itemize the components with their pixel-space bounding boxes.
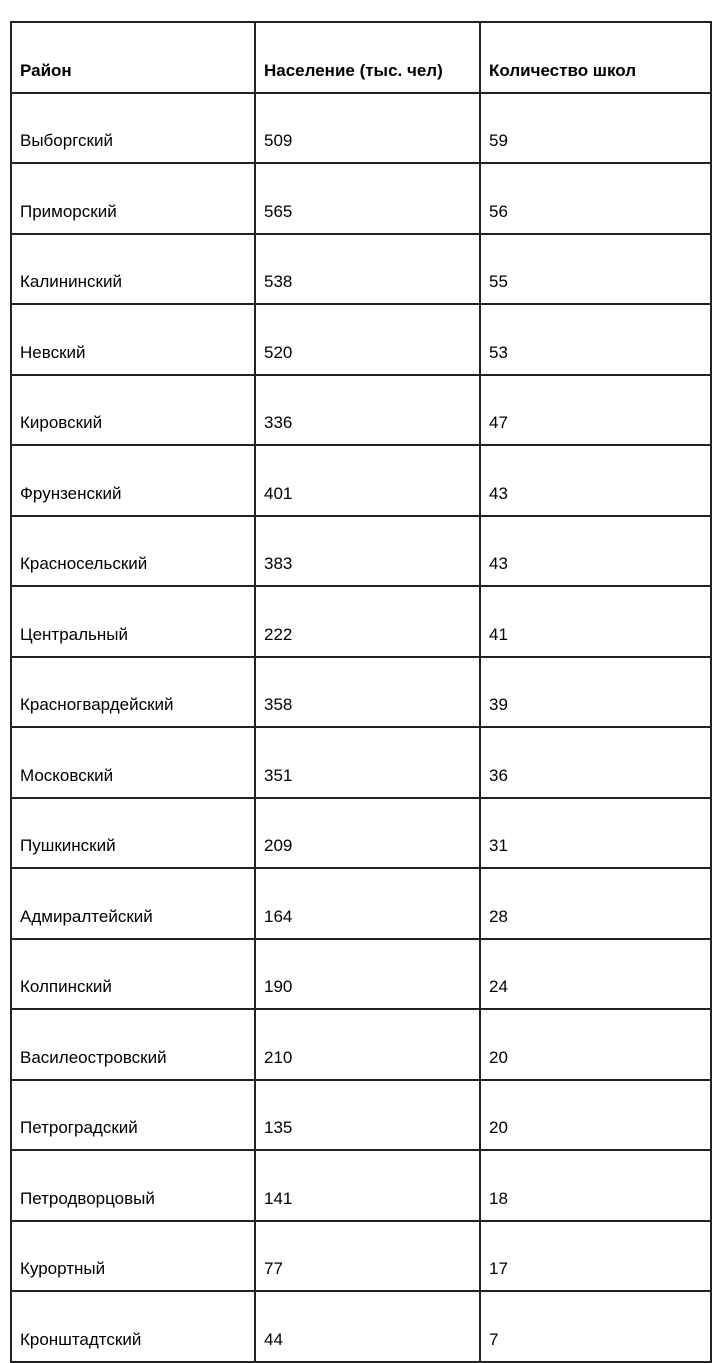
table-row [11,1150,711,1221]
schools-cell: 24 [480,939,711,1010]
district-cell: Колпинский [11,939,255,1010]
population-cell: 141 [255,1150,480,1221]
schools-cell: 56 [480,163,711,234]
district-cell: Пушкинский [11,798,255,869]
districts-table [10,21,712,1363]
district-cell: Петроградский [11,1080,255,1151]
table-row [11,727,711,798]
district-cell: Василеостровский [11,1009,255,1080]
schools-cell: 43 [480,516,711,587]
schools-cell: 36 [480,727,711,798]
population-cell: 509 [255,93,480,164]
table-row [11,93,711,164]
district-cell: Петродворцовый [11,1150,255,1221]
district-cell: Приморский [11,163,255,234]
table-row [11,234,711,305]
table-row [11,163,711,234]
district-cell: Курортный [11,1221,255,1292]
population-cell: 336 [255,375,480,446]
schools-cell: 7 [480,1291,711,1362]
population-cell: 44 [255,1291,480,1362]
schools-cell: 31 [480,798,711,869]
district-cell: Красногвардейский [11,657,255,728]
schools-cell: 20 [480,1080,711,1151]
district-cell: Кировский [11,375,255,446]
header-population: Население (тыс. чел) [255,22,480,93]
header-district: Район [11,22,255,93]
table-row [11,798,711,869]
schools-cell: 59 [480,93,711,164]
schools-cell: 39 [480,657,711,728]
table-row [11,657,711,728]
schools-cell: 28 [480,868,711,939]
table-row [11,1009,711,1080]
schools-cell: 17 [480,1221,711,1292]
schools-cell: 55 [480,234,711,305]
schools-cell: 41 [480,586,711,657]
district-cell: Выборгский [11,93,255,164]
schools-cell: 43 [480,445,711,516]
table-row [11,586,711,657]
population-cell: 135 [255,1080,480,1151]
header-schools: Количество школ [480,22,711,93]
table-row [11,1221,711,1292]
district-cell: Кронштадтский [11,1291,255,1362]
population-cell: 358 [255,657,480,728]
district-cell: Адмиралтейский [11,868,255,939]
population-cell: 520 [255,304,480,375]
population-cell: 351 [255,727,480,798]
district-cell: Фрунзенский [11,445,255,516]
table-row [11,1291,711,1362]
district-cell: Невский [11,304,255,375]
district-cell: Красносельский [11,516,255,587]
district-cell: Московский [11,727,255,798]
table-row [11,304,711,375]
table-row [11,939,711,1010]
schools-cell: 18 [480,1150,711,1221]
population-cell: 401 [255,445,480,516]
population-cell: 210 [255,1009,480,1080]
population-cell: 565 [255,163,480,234]
schools-cell: 20 [480,1009,711,1080]
population-cell: 164 [255,868,480,939]
population-cell: 222 [255,586,480,657]
table-row [11,375,711,446]
table-row [11,1080,711,1151]
population-cell: 190 [255,939,480,1010]
population-cell: 383 [255,516,480,587]
table-row [11,445,711,516]
schools-cell: 47 [480,375,711,446]
district-cell: Центральный [11,586,255,657]
table-row [11,516,711,587]
header-row [11,22,711,93]
population-cell: 538 [255,234,480,305]
district-cell: Калининский [11,234,255,305]
table-row [11,868,711,939]
schools-cell: 53 [480,304,711,375]
population-cell: 209 [255,798,480,869]
population-cell: 77 [255,1221,480,1292]
